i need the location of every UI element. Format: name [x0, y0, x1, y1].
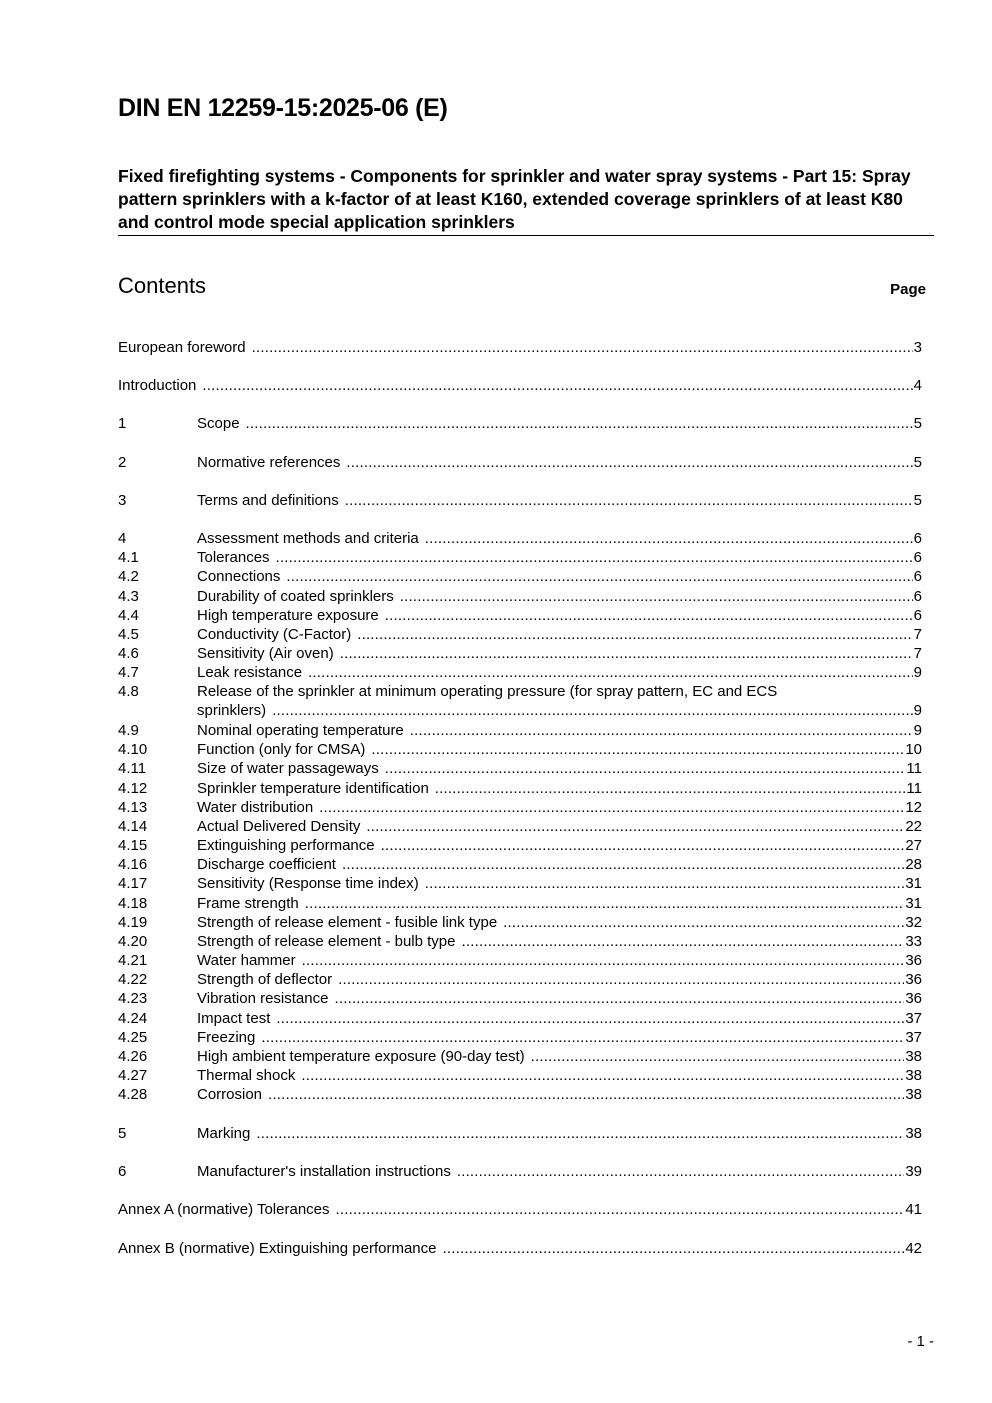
- toc-entry-page: 3: [913, 339, 922, 356]
- dot-leader: [457, 1162, 904, 1181]
- toc-entry-number: 4.22: [118, 971, 148, 988]
- toc-entry-title: Strength of release element - fusible link type: [197, 914, 498, 931]
- dot-leader: [252, 338, 913, 357]
- toc-entry[interactable]: [118, 970, 922, 989]
- toc-entry-number: 4.18: [118, 895, 148, 912]
- toc-entry[interactable]: [118, 798, 922, 817]
- toc-entry-number: 4.13: [118, 799, 148, 816]
- toc-entry-page: 41: [905, 1201, 922, 1218]
- toc-entry[interactable]: [118, 644, 922, 663]
- toc-entry-number: 4.6: [118, 645, 139, 662]
- dot-leader: [425, 529, 913, 548]
- dot-leader: [462, 932, 905, 951]
- toc-entry[interactable]: [118, 414, 922, 433]
- dot-leader: [246, 414, 913, 433]
- toc-entry[interactable]: [118, 1009, 922, 1028]
- toc-entry[interactable]: [118, 567, 922, 586]
- dot-leader: [302, 951, 905, 970]
- toc-entry-page: 22: [905, 818, 922, 835]
- toc-entry-page: 7: [913, 626, 922, 643]
- toc-entry-page: 42: [905, 1240, 922, 1257]
- toc-entry-title: Extinguishing performance: [197, 837, 375, 854]
- toc-entry-title: Sensitivity (Response time index): [197, 875, 419, 892]
- toc-entry-title: Freezing: [197, 1029, 256, 1046]
- toc-entry-number: 4.2: [118, 568, 139, 585]
- dot-leader: [272, 701, 912, 720]
- toc-entry-page: 31: [905, 895, 922, 912]
- footer-page-number: - 1 -: [907, 1333, 934, 1350]
- toc-entry[interactable]: [118, 453, 922, 472]
- toc-entry[interactable]: [118, 759, 922, 778]
- dot-leader: [276, 548, 913, 567]
- toc-entry[interactable]: [118, 587, 922, 606]
- dot-leader: [366, 817, 904, 836]
- toc-entry-page: 6: [913, 568, 922, 585]
- toc-entry-number: 4.24: [118, 1010, 148, 1027]
- dot-leader: [268, 1085, 904, 1104]
- toc-entry-number: 4.5: [118, 626, 139, 643]
- toc-entry-number: 6: [118, 1163, 127, 1180]
- toc-entry-title: Assessment methods and criteria: [197, 530, 419, 547]
- toc-entry[interactable]: [118, 606, 922, 625]
- toc-entry-page: 38: [905, 1067, 922, 1084]
- dot-leader: [340, 644, 913, 663]
- toc-entry-title: Strength of release element - bulb type: [197, 933, 456, 950]
- toc-entry-page: 31: [905, 875, 922, 892]
- dot-leader: [371, 740, 904, 759]
- toc-entry[interactable]: [118, 625, 922, 644]
- dot-leader: [345, 491, 913, 510]
- toc-entry-page: 9: [913, 722, 922, 739]
- toc-entry-number: 1: [118, 415, 127, 432]
- toc-entry-number: 4.11: [118, 760, 147, 777]
- dot-leader: [276, 1009, 904, 1028]
- toc-entry-title: Actual Delivered Density: [197, 818, 361, 835]
- toc-entry-title: Water hammer: [197, 952, 296, 969]
- dot-leader: [342, 855, 904, 874]
- toc-entry-page: 9: [913, 702, 922, 719]
- toc-entry-number: 4.25: [118, 1029, 148, 1046]
- toc-entry-title: Discharge coefficient: [197, 856, 336, 873]
- toc-entry-page: 36: [905, 971, 922, 988]
- toc-entry-title-continuation: sprinklers): [197, 702, 267, 719]
- toc-entry[interactable]: [118, 855, 922, 874]
- toc-entry-title: Size of water passageways: [197, 760, 379, 777]
- toc-entry[interactable]: [118, 817, 922, 836]
- toc-entry-page: 28: [905, 856, 922, 873]
- dot-leader: [425, 874, 905, 893]
- toc-entry-page: 32: [905, 914, 922, 931]
- dot-leader: [435, 779, 906, 798]
- toc-entry-number: 4.4: [118, 607, 139, 624]
- toc-entry-number: 4.10: [118, 741, 148, 758]
- document-id: DIN EN 12259-15:2025-06 (E): [118, 94, 448, 122]
- toc-entry-title: Sensitivity (Air oven): [197, 645, 334, 662]
- toc-entry-number: 4.20: [118, 933, 148, 950]
- dot-leader: [346, 453, 912, 472]
- toc-entry-title: Marking: [197, 1125, 251, 1142]
- dot-leader: [301, 1066, 904, 1085]
- document-title: Fixed firefighting systems - Components for sprinkler and water spray systems - Part 15: Spray pattern sprinklers with a k-factor of at least K160, extended coverage sprinklers of at least K80 and control mode special application sprinklers: [118, 165, 934, 236]
- toc-entry[interactable]: [118, 874, 922, 893]
- toc-entry[interactable]: [118, 932, 922, 951]
- dot-leader: [400, 587, 913, 606]
- toc-entry-page: 5: [913, 415, 922, 432]
- toc-entry-title: Water distribution: [197, 799, 314, 816]
- toc-entry-number: 4.26: [118, 1048, 148, 1065]
- toc-entry[interactable]: [118, 1200, 922, 1219]
- toc-entry-page: 6: [913, 530, 922, 547]
- toc-entry[interactable]: [118, 1085, 922, 1104]
- toc-entry-title: Connections: [197, 568, 281, 585]
- toc-entry-title: Terms and definitions: [197, 492, 339, 509]
- toc-entry-page: 7: [913, 645, 922, 662]
- toc-entry-number: 4: [118, 530, 127, 547]
- toc-entry-page: 12: [905, 799, 922, 816]
- toc-entry-title: Frame strength: [197, 895, 299, 912]
- dot-leader: [308, 663, 913, 682]
- dot-leader: [385, 759, 906, 778]
- toc-entry-page: 39: [905, 1163, 922, 1180]
- toc-entry-title: High ambient temperature exposure (90-day test): [197, 1048, 525, 1065]
- toc-entry[interactable]: [118, 663, 922, 682]
- toc-entry-title: Annex B (normative) Extinguishing performance: [118, 1240, 437, 1257]
- toc-entry[interactable]: [118, 913, 922, 932]
- toc-entry[interactable]: [118, 376, 922, 395]
- dot-leader: [410, 721, 913, 740]
- page-column-label: Page: [890, 281, 926, 298]
- toc-entry-number: 5: [118, 1125, 127, 1142]
- toc-entry-page: 11: [906, 780, 922, 797]
- toc-entry-page: 4: [913, 377, 922, 394]
- toc-entry-page: 38: [905, 1125, 922, 1142]
- toc-entry-title: Durability of coated sprinklers: [197, 588, 394, 605]
- dot-leader: [503, 913, 904, 932]
- toc-entry-title: European foreword: [118, 339, 246, 356]
- toc-entry-number: 4.8: [118, 683, 139, 700]
- toc-entry[interactable]: [118, 682, 922, 719]
- toc-entry-title: Normative references: [197, 454, 341, 471]
- toc-entry-title: Thermal shock: [197, 1067, 296, 1084]
- dot-leader: [357, 625, 912, 644]
- toc-entry[interactable]: [118, 491, 922, 510]
- toc-entry-page: 37: [905, 1029, 922, 1046]
- toc-entry[interactable]: [118, 1047, 922, 1066]
- toc-entry-number: 4.1: [118, 549, 139, 566]
- toc-entry-number: 4.28: [118, 1086, 148, 1103]
- toc-entry[interactable]: [118, 779, 922, 798]
- dot-leader: [443, 1239, 905, 1258]
- toc-entry-title: Function (only for CMSA): [197, 741, 366, 758]
- toc-entry-page: 5: [913, 454, 922, 471]
- toc-entry-page: 27: [905, 837, 922, 854]
- toc-entry-page: 37: [905, 1010, 922, 1027]
- toc-entry-page: 38: [905, 1086, 922, 1103]
- dot-leader: [385, 606, 913, 625]
- dot-leader: [305, 894, 905, 913]
- toc-entry[interactable]: [118, 1162, 922, 1181]
- toc-entry-title: Leak resistance: [197, 664, 303, 681]
- contents-heading: Contents: [118, 273, 207, 298]
- toc-entry-number: 4.16: [118, 856, 148, 873]
- toc-entry-title: Release of the sprinkler at minimum operating pressure (for spray pattern, EC and ECS: [197, 683, 778, 700]
- toc-entry-page: 11: [906, 760, 922, 777]
- toc-entry-number: 4.9: [118, 722, 139, 739]
- dot-leader: [256, 1124, 904, 1143]
- toc-entry-page: 36: [905, 952, 922, 969]
- toc-entry-number: 4.19: [118, 914, 148, 931]
- toc-entry[interactable]: [118, 721, 922, 740]
- toc-entry-title: Nominal operating temperature: [197, 722, 404, 739]
- toc-entry-number: 4.12: [118, 780, 148, 797]
- toc-entry-page: 10: [905, 741, 922, 758]
- toc-entry-page: 9: [913, 664, 922, 681]
- toc-entry-number: 4.21: [118, 952, 148, 969]
- dot-leader: [531, 1047, 905, 1066]
- dot-leader: [261, 1028, 904, 1047]
- dot-leader: [336, 1200, 905, 1219]
- toc-entry[interactable]: [118, 951, 922, 970]
- toc-entry[interactable]: [118, 989, 922, 1008]
- toc-entry[interactable]: [118, 1124, 922, 1143]
- dot-leader: [381, 836, 905, 855]
- toc-entry[interactable]: [118, 548, 922, 567]
- dot-leader: [334, 989, 904, 1008]
- toc-entry-page: 6: [913, 549, 922, 566]
- toc-entry[interactable]: [118, 529, 922, 548]
- toc-entry-page: 33: [905, 933, 922, 950]
- dot-leader: [338, 970, 904, 989]
- toc-entry-title: Corrosion: [197, 1086, 263, 1103]
- toc-entry[interactable]: [118, 1066, 922, 1085]
- toc-entry-title: Introduction: [118, 377, 197, 394]
- toc-entry[interactable]: [118, 836, 922, 855]
- toc-entry-title: Annex A (normative) Tolerances: [118, 1201, 330, 1218]
- toc-entry-number: 4.27: [118, 1067, 148, 1084]
- toc-entry-number: 4.3: [118, 588, 139, 605]
- toc-entry-title: Impact test: [197, 1010, 271, 1027]
- toc-entry-number: 3: [118, 492, 127, 509]
- toc-entry-number: 4.14: [118, 818, 148, 835]
- toc-entry-number: 4.23: [118, 990, 148, 1007]
- toc-entry-title: Tolerances: [197, 549, 270, 566]
- dot-leader: [286, 567, 912, 586]
- dot-leader: [202, 376, 912, 395]
- toc-entry-number: 4.15: [118, 837, 148, 854]
- toc-entry-page: 38: [905, 1048, 922, 1065]
- toc-entry-title: Vibration resistance: [197, 990, 329, 1007]
- toc-entry-page: 5: [913, 492, 922, 509]
- toc-entry-number: 4.17: [118, 875, 148, 892]
- toc-entry-page: 36: [905, 990, 922, 1007]
- toc-entry-title: Manufacturer's installation instructions: [197, 1163, 451, 1180]
- toc-entry-title: Conductivity (C-Factor): [197, 626, 352, 643]
- toc-entry-number: 2: [118, 454, 127, 471]
- toc-entry-title: Strength of deflector: [197, 971, 333, 988]
- toc-entry[interactable]: [118, 338, 922, 357]
- toc-entry-number: 4.7: [118, 664, 139, 681]
- toc-entry[interactable]: [118, 740, 922, 759]
- toc-entry-title: Scope: [197, 415, 240, 432]
- toc-entry[interactable]: [118, 1239, 922, 1258]
- toc-entry-title: High temperature exposure: [197, 607, 379, 624]
- toc-entry[interactable]: [118, 894, 922, 913]
- toc-entry[interactable]: [118, 1028, 922, 1047]
- dot-leader: [319, 798, 904, 817]
- toc-entry-page: 6: [913, 588, 922, 605]
- toc-entry-title: Sprinkler temperature identification: [197, 780, 429, 797]
- toc-entry-page: 6: [913, 607, 922, 624]
